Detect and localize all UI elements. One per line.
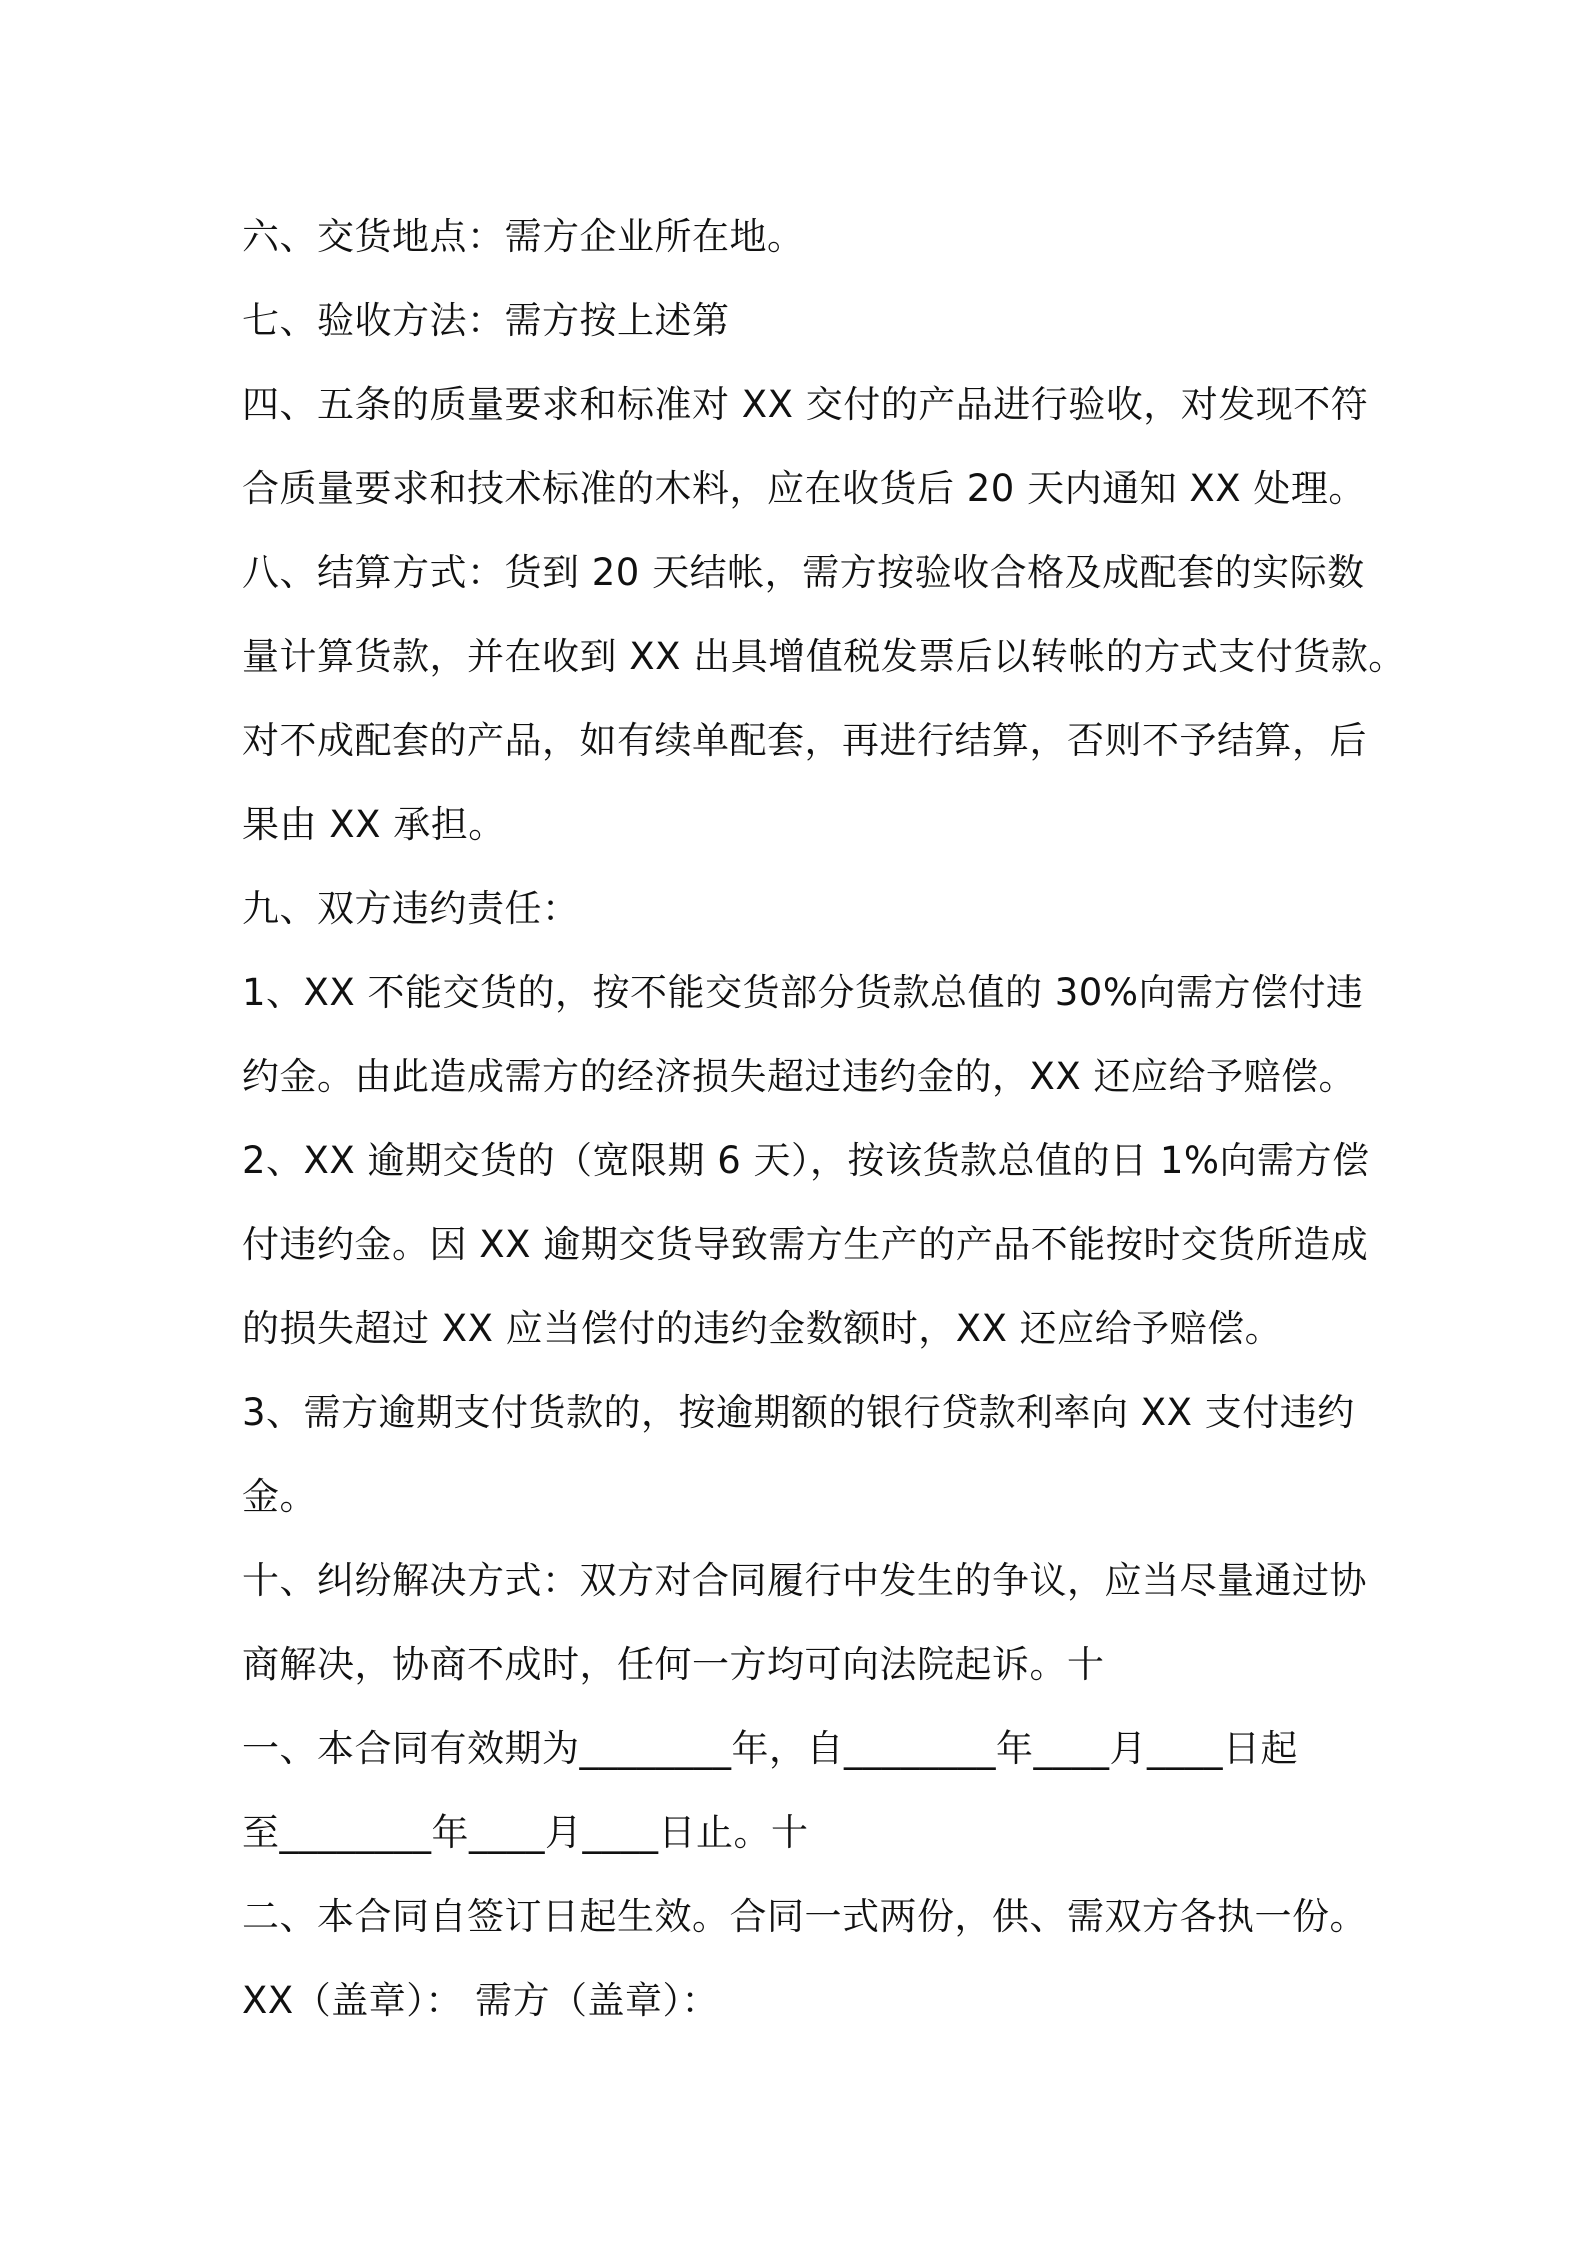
text-line: 约金。由此造成需方的经济损失超过违约金的，XX 还应给予赔偿。 bbox=[242, 1055, 1356, 1098]
text-line: 二、本合同自签订日起生效。合同一式两份，供、需双方各执一份。 bbox=[242, 1895, 1367, 1938]
text-line: 2、XX 逾期交货的（宽限期 6 天），按该货款总值的日 1%向需方偿 bbox=[242, 1139, 1370, 1182]
text-line: 3、需方逾期支付货款的，按逾期额的银行贷款利率向 XX 支付违约 bbox=[242, 1391, 1355, 1434]
text-line: 十、纠纷解决方式：双方对合同履行中发生的争议，应当尽量通过协 bbox=[242, 1559, 1367, 1602]
text-line: 至________年____月____日止。十 bbox=[242, 1811, 809, 1854]
text-line: 八、结算方式：货到 20 天结帐，需方按验收合格及成配套的实际数 bbox=[242, 551, 1365, 594]
text-line: 合质量要求和技术标准的木料，应在收货后 20 天内通知 XX 处理。 bbox=[242, 467, 1366, 510]
text-line: 量计算货款，并在收到 XX 出具增值税发票后以转帐的方式支付货款。 bbox=[242, 635, 1406, 678]
text-line: 金。 bbox=[242, 1475, 317, 1518]
text-line: 付违约金。因 XX 逾期交货导致需方生产的产品不能按时交货所造成 bbox=[242, 1223, 1369, 1266]
text-line: 四、五条的质量要求和标准对 XX 交付的产品进行验收，对发现不符 bbox=[242, 383, 1369, 426]
text-line: 对不成配套的产品，如有续单配套，再进行结算，否则不予结算，后 bbox=[242, 719, 1367, 762]
text-line: 商解决，协商不成时，任何一方均可向法院起诉。十 bbox=[242, 1643, 1105, 1686]
text-line: 1、XX 不能交货的，按不能交货部分货款总值的 30%向需方偿付违 bbox=[242, 971, 1364, 1014]
text-line: 九、双方违约责任： bbox=[242, 887, 580, 930]
text-line: 果由 XX 承担。 bbox=[242, 803, 506, 846]
text-line: 一、本合同有效期为________年，自________年____月____日起 bbox=[242, 1727, 1298, 1770]
contract-text bbox=[242, 195, 1406, 2043]
text-line: 六、交货地点：需方企业所在地。 bbox=[242, 215, 805, 258]
text-line: 七、验收方法：需方按上述第 bbox=[242, 299, 730, 342]
text-line: 的损失超过 XX 应当偿付的违约金数额时，XX 还应给予赔偿。 bbox=[242, 1307, 1283, 1350]
signature-line: XX（盖章）： 需方（盖章）： bbox=[242, 1979, 719, 2022]
